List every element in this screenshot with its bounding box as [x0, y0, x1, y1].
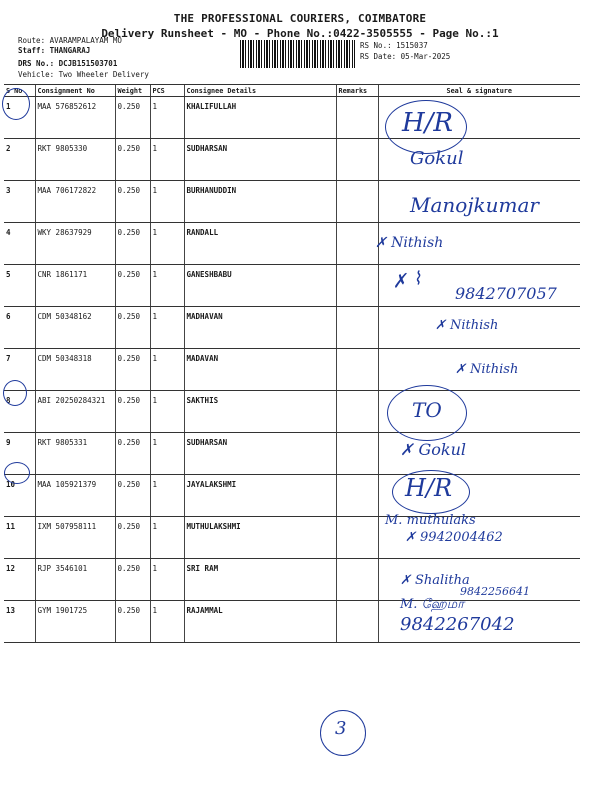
cell-consignment: MAA 706172822 [35, 181, 115, 223]
cell-pcs: 1 [150, 601, 184, 643]
cell-consignee: MADHAVAN [184, 307, 336, 349]
cell-weight: 0.250 [115, 391, 150, 433]
cell-sno: 7 [4, 349, 35, 391]
drs-number: DRS No.: DCJB151503701 [18, 59, 118, 68]
cell-weight: 0.250 [115, 433, 150, 475]
cell-remarks [336, 475, 378, 517]
signature-gokul-2: ✗ Gokul [400, 440, 467, 459]
cell-consignment: WKY 28637929 [35, 223, 115, 265]
cell-pcs: 1 [150, 559, 184, 601]
cell-consignment: RJP 3546101 [35, 559, 115, 601]
phone-number-4: 9842267042 [400, 614, 515, 635]
table-row [4, 97, 580, 139]
col-weight: Weight [115, 85, 150, 97]
col-pcs: PCS [150, 85, 184, 97]
cell-remarks [336, 307, 378, 349]
col-remarks: Remarks [336, 85, 378, 97]
staff-text: Staff: THANGARAJ [18, 46, 91, 55]
cell-consignment: MAA 105921379 [35, 475, 115, 517]
cell-consignment: RKT 9805330 [35, 139, 115, 181]
cell-consignee: SUDHARSAN [184, 433, 336, 475]
signature-nithish-3: ✗ Nithish [455, 362, 519, 377]
cell-consignee: BURHANUDDIN [184, 181, 336, 223]
col-consignment: Consignment No [35, 85, 115, 97]
signature-gokul-1: Gokul [410, 148, 464, 169]
signature-muthulakshmi: M. muthulaks [385, 513, 476, 528]
cell-pcs: 1 [150, 97, 184, 139]
cell-pcs: 1 [150, 307, 184, 349]
cell-sno: 5 [4, 265, 35, 307]
signature-nithish-1: ✗ Nithish [375, 235, 444, 251]
cell-sno: 6 [4, 307, 35, 349]
cell-pcs: 1 [150, 349, 184, 391]
cell-remarks [336, 559, 378, 601]
cell-consignee: SUDHARSAN [184, 139, 336, 181]
signature-nithish-2: ✗ Nithish [435, 318, 499, 333]
cell-sno: 9 [4, 433, 35, 475]
cell-weight: 0.250 [115, 475, 150, 517]
cell-sno: 12 [4, 559, 35, 601]
cell-remarks [336, 601, 378, 643]
cell-weight: 0.250 [115, 517, 150, 559]
cell-remarks [336, 433, 378, 475]
phone-number-1: 9842707057 [455, 284, 557, 303]
cell-consignee: SRI RAM [184, 559, 336, 601]
cell-consignee: MUTHULAKSHMI [184, 517, 336, 559]
cell-consignment: GYM 1901725 [35, 601, 115, 643]
hr-stamp-2: H/R [405, 474, 453, 502]
cell-consignee: MADAVAN [184, 349, 336, 391]
cell-weight: 0.250 [115, 181, 150, 223]
cell-sno: 10 [4, 475, 35, 517]
cell-remarks [336, 265, 378, 307]
cell-remarks [336, 139, 378, 181]
cell-pcs: 1 [150, 265, 184, 307]
cell-weight: 0.250 [115, 265, 150, 307]
barcode [240, 40, 355, 68]
col-seal: Seal & signature [378, 85, 580, 97]
cell-consignee: RAJAMMAL [184, 601, 336, 643]
to-stamp: TO [412, 398, 442, 422]
route-text: Route: AVARAMPALAYAM MO [18, 36, 122, 45]
table-row [4, 433, 580, 475]
cell-consignment: CDM 50348162 [35, 307, 115, 349]
signature-manojkumar: Manojkumar [410, 193, 539, 217]
cell-weight: 0.250 [115, 223, 150, 265]
rs-date: RS Date: 05-Mar-2025 [360, 52, 451, 61]
company-title: THE PROFESSIONAL COURIERS, COIMBATORE [173, 12, 427, 25]
cell-sno: 13 [4, 601, 35, 643]
cell-weight: 0.250 [115, 559, 150, 601]
table-header-row [4, 85, 580, 97]
table-row [4, 475, 580, 517]
phone-number-2: ✗ 9942004462 [405, 530, 503, 545]
cell-consignee: JAYALAKSHMI [184, 475, 336, 517]
col-consignee: Consignee Details [184, 85, 336, 97]
rs-number: RS No.: 1515037 [360, 41, 428, 50]
cell-consignee: SAKTHIS [184, 391, 336, 433]
cell-remarks [336, 517, 378, 559]
cell-consignment: CDM 50348318 [35, 349, 115, 391]
cell-pcs: 1 [150, 223, 184, 265]
cell-weight: 0.250 [115, 139, 150, 181]
cell-sno: 3 [4, 181, 35, 223]
cell-weight: 0.250 [115, 307, 150, 349]
runsheet-line: Delivery Runsheet - MO - Phone No.:0422-3505555 - Page No.:1 [101, 27, 499, 40]
row-1-circle-mark [2, 88, 30, 120]
row-10-circle-mark [4, 462, 30, 484]
cell-pcs: 1 [150, 475, 184, 517]
cell-remarks [336, 97, 378, 139]
cell-sno: 1 [4, 97, 35, 139]
page-number: 3 [335, 718, 347, 739]
table-row [4, 391, 580, 433]
cell-remarks [336, 391, 378, 433]
cell-sno: 8 [4, 391, 35, 433]
signature-scribble: ✗ ⌇ [390, 268, 423, 293]
cell-remarks [336, 181, 378, 223]
row-8-circle-mark [3, 380, 27, 406]
cell-sno: 11 [4, 517, 35, 559]
cell-consignment: RKT 9805331 [35, 433, 115, 475]
cell-consignee: RANDALL [184, 223, 336, 265]
cell-weight: 0.250 [115, 349, 150, 391]
signature-shalitha: ✗ Shalitha [400, 573, 470, 588]
cell-consignment: ABI 20250284321 [35, 391, 115, 433]
cell-sno: 4 [4, 223, 35, 265]
cell-pcs: 1 [150, 139, 184, 181]
cell-pcs: 1 [150, 433, 184, 475]
cell-weight: 0.250 [115, 601, 150, 643]
cell-consignment: IXM 507958111 [35, 517, 115, 559]
cell-consignment: CNR 1861171 [35, 265, 115, 307]
cell-pcs: 1 [150, 391, 184, 433]
cell-consignee: KHALIFULLAH [184, 97, 336, 139]
table-row [4, 139, 580, 181]
cell-remarks [336, 349, 378, 391]
signature-hema: M. ஹேமா [400, 597, 464, 612]
vehicle-text: Vehicle: Two Wheeler Delivery [18, 70, 149, 79]
cell-pcs: 1 [150, 181, 184, 223]
col-sno: S No [4, 85, 35, 97]
cell-pcs: 1 [150, 517, 184, 559]
table-row [4, 223, 580, 265]
cell-consignee: GANESHBABU [184, 265, 336, 307]
phone-number-3: 9842256641 [460, 585, 530, 598]
hr-stamp-1: H/R [402, 108, 454, 138]
cell-sno: 2 [4, 139, 35, 181]
cell-consignment: MAA 576852612 [35, 97, 115, 139]
cell-weight: 0.250 [115, 97, 150, 139]
cell-remarks [336, 223, 378, 265]
